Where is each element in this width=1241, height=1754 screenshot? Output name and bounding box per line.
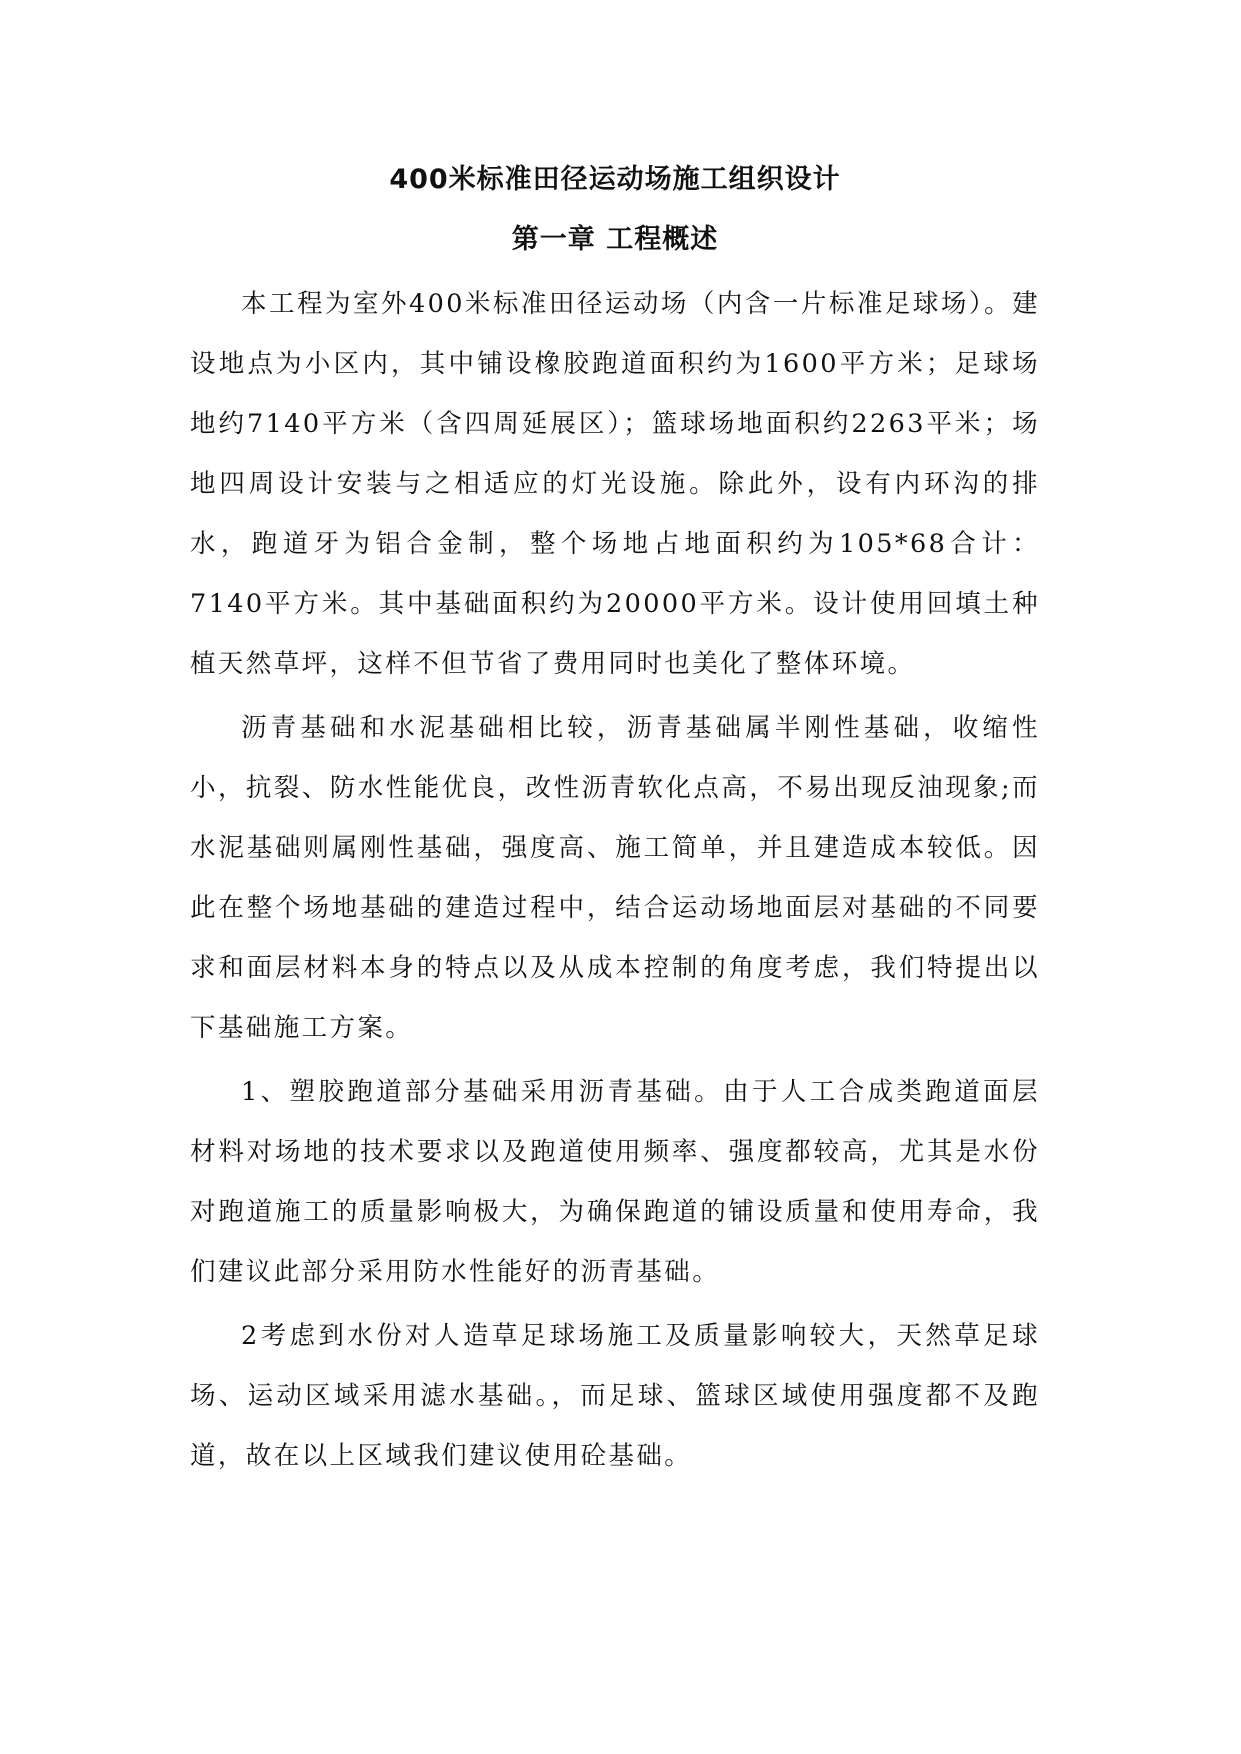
document-body	[190, 160, 1040, 1490]
paragraph-track-foundation: 1、塑胶跑道部分基础采用沥青基础。由于人工合成类跑道面层材料对场地的技术要求以及跑道使用频率、强度都较高，尤其是水份对跑道施工的质量影响极大，为确保跑道的铺设质量和使用寿命，我们建议此部分采用防水性能好的沥青基础。	[190, 1077, 1040, 1287]
chapter-heading: 第一章 工程概述	[511, 224, 719, 255]
paragraph-project-overview: 本工程为室外400米标准田径运动场（内含一片标准足球场）。建设地点为小区内，其中铺设橡胶跑道面积约为1600平方米；足球场地约7140平方米（含四周延展区）；篮球场地面积约2263平米；场地四周设计安装与之相适应的灯光设施。除此外，设有内环沟的排水，跑道牙为铝合金制，整个场地占地面积约为105*68合计：7140平方米。其中基础面积约为20000平方米。设计使用回填土种植天然草坪，这样不但节省了费用同时也美化了整体环境。	[190, 289, 1040, 679]
paragraph-field-foundation: 2考虑到水份对人造草足球场施工及质量影响较大，天然草足球场、运动区域采用滤水基础。，而足球、篮球区域使用强度都不及跑道，故在以上区域我们建议使用砼基础。	[190, 1321, 1040, 1471]
paragraph-foundation-comparison: 沥青基础和水泥基础相比较，沥青基础属半刚性基础，收缩性小，抗裂、防水性能优良，改性沥青软化点高，不易出现反油现象;而水泥基础则属刚性基础，强度高、施工简单，并且建造成本较低。因此在整个场地基础的建造过程中，结合运动场地面层对基础的不同要求和面层材料本身的特点以及从成本控制的角度考虑，我们特提出以下基础施工方案。	[190, 713, 1040, 1043]
document-title: 400米标准田径运动场施工组织设计	[389, 164, 841, 195]
